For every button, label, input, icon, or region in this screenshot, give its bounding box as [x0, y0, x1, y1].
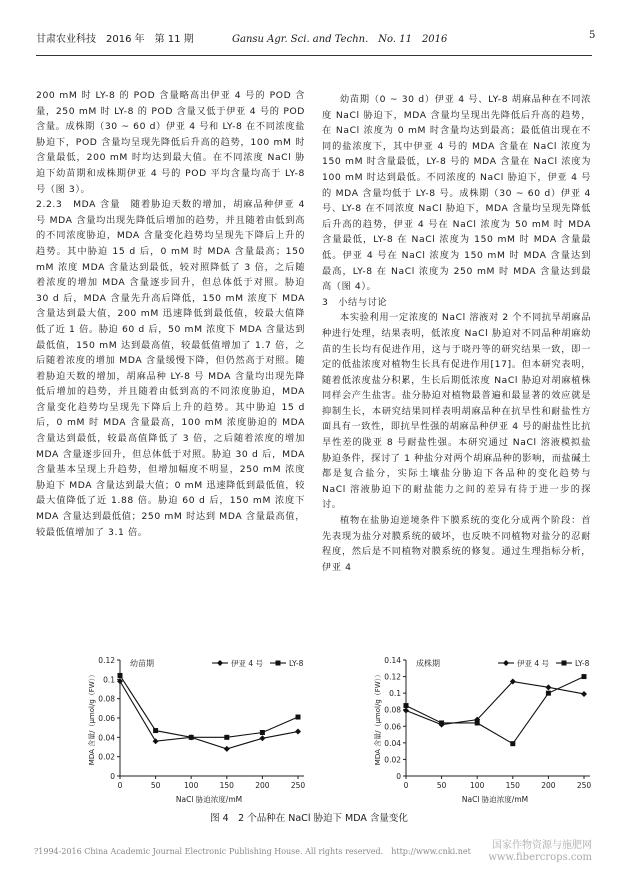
y-tick-label: 0.04	[98, 733, 115, 743]
legend-marker	[503, 660, 509, 666]
y-tick-label: 0.12	[98, 656, 115, 665]
y-tick-label: 0	[396, 772, 401, 781]
data-point	[118, 673, 123, 678]
data-point	[404, 703, 409, 708]
series-line	[120, 681, 298, 749]
data-point	[296, 715, 301, 720]
journal-name: 甘肃农业科技 2016 年 第 11 期	[36, 34, 194, 45]
copyright-line: ?1994-2016 China Academic Journal Electronic Publishing House. All rights reserved. http://www.cnki.net	[34, 847, 471, 856]
panel-title: 成株期	[416, 659, 440, 668]
x-tick-label: 50	[436, 781, 447, 790]
right-column	[322, 92, 591, 575]
x-axis-label: NaCl 胁迫浓度/mM	[175, 795, 243, 804]
series-line	[120, 675, 298, 737]
x-tick-label: 250	[290, 781, 306, 790]
page-number: 5	[589, 30, 596, 41]
data-point	[224, 746, 230, 752]
watermark	[488, 840, 592, 864]
panel-title: 幼苗期	[130, 659, 154, 668]
chart-svg	[36, 648, 316, 808]
y-tick-label: 0.08	[98, 694, 115, 704]
paragraph: 植物在盐胁迫逆境条件下膜系统的变化分成两个阶段：首先表现为盐分对膜系统的破坏，也反映不同植物对盐分的忍耐程度，然后是不同植物对膜系统的修复。通过生理指标分析，伊亚 4	[322, 515, 591, 573]
data-point	[189, 735, 194, 740]
y-tick-label: 0.02	[98, 752, 115, 762]
data-point	[582, 674, 587, 679]
data-point	[403, 708, 409, 714]
x-tick-label: 0	[403, 781, 409, 790]
section-heading: 3 小结与讨论	[322, 296, 388, 308]
watermark-text: 国家作物资源与施肥网	[492, 840, 592, 851]
data-point	[259, 735, 265, 741]
journal-name-en: Gansu Agr. Sci. and Techn. No. 11 2016	[232, 34, 448, 45]
paragraph: 2.2.3 MDA 含量 随着胁迫天数的增加，胡麻品种伊亚 4 号 MDA 含量均出现先降低后增加的趋势，并且随着由低到高的不同浓度胁迫，MDA 含量变化趋势均呈现先下降后上升的趋势。其中胁迫 15 d 后，0 mM 时 MDA 含量最高；150 mM 浓度 MDA 含量达到最低，较对照降低了 3 倍，之后随着浓度的增加 MDA 含量逐步回升，但总体低于对照。胁迫 30 d 后，MDA 含量先升高后降低，150 mM 浓度下 MDA 含量达到最大值，200 mM 迅速降低到最低值，较最大值降低了近 1 倍。胁迫 60 d 后，50 mM 浓度下 MDA 含量达到最低值，150 mM 达到最高值，较最低值增加了 1.7 倍，之后随着浓度的增加 MDA 含量缓慢下降，但仍然高于对照。随着胁迫天数的增加，胡麻品种 LY-8 号 MDA 含量均出现先降低后增加的趋势，并且随着由低到高的不同浓度胁迫，MDA 含量变化趋势均呈现先下降后上升的趋势。其中胁迫 15 d 后，0 mM 时 MDA 含量最高，100 mM 浓度胁迫的 MDA 含量达到最低，较最高值降低了 3 倍，之后随着浓度的增加 MDA 含量逐步回升，但总体低于对照。胁迫 30 d 后，MDA 含量基本呈现上升趋势，但增加幅度不明显，250 mM 浓度胁迫下 MDA 含量达到最大值；0 mM 迅速降低到最低值，较最大值降低了近 1.88 倍。胁迫 60 d 后，150 mM 浓度下 MDA 含量达到最低值；250 mM 时达到 MDA 含量最高值，较最低值增加了 3.1 倍。	[36, 199, 305, 538]
x-tick-label: 200	[541, 781, 556, 790]
legend-label: 伊亚 4 号	[231, 659, 264, 668]
watermark-url: www.fibercrops.com	[488, 852, 592, 863]
y-tick-label: 0.06	[98, 714, 115, 723]
y-axis-label: MDA 含量/（μmol/g（FW））	[88, 670, 96, 766]
data-point	[224, 735, 229, 740]
paragraph: 幼苗期（0 ~ 30 d）伊亚 4 号、LY-8 胡麻品种在不同浓度 NaCl 胁迫下，MDA 含量均呈现出先降低后升高的趋势，在 NaCl 浓度为 0 mM 时含量均达到最高；最低值出现在不同的盐浓度下，其中伊亚 4 号的 MDA 含量在 NaCl 浓度为 150 mM 时含量最低，LY-8 号的 MDA 含量在 NaCl 浓度为 100 mM 时达到最低。不同浓度的 NaCl 胁迫下，伊亚 4 号的 MDA 含量均低于 LY-8 号。成株期（30 ~ 60 d）伊亚 4 号、LY-8 在不同浓度 NaCl 胁迫下，MDA 含量均呈现先降低后升高的趋势，伊亚 4 号在 NaCl 浓度为 50 mM 时 MDA 含量最低，LY-8 在 NaCl 浓度为 150 mM 时 MDA 含量最低。伊亚 4 号在 NaCl 浓度为 150 mM 时 MDA 含量达到最高，LY-8 在 NaCl 浓度为 250 mM 时 MDA 含量达到最高（图 4）。	[322, 94, 591, 293]
legend-marker	[562, 661, 567, 666]
y-tick-label: 0.08	[384, 705, 401, 715]
chart-svg	[322, 648, 602, 808]
data-point	[475, 720, 480, 725]
data-point	[153, 728, 158, 733]
x-tick-label: 150	[505, 781, 520, 790]
y-tick-label: 0.12	[384, 672, 401, 682]
chart-seedling	[36, 648, 316, 808]
data-point	[581, 691, 587, 697]
paragraph: 200 mM 时 LY-8 的 POD 含量略高出伊亚 4 号的 POD 含量，250 mM 时 LY-8 的 POD 含量又低于伊亚 4 号的 POD 含量。成株期（30 ~ 60 d）伊亚 4 号和 LY-8 在不同浓度盐胁迫下，POD 含量均呈现先降低后升高的趋势，100 mM 时含量最低，200 mM 时均达到最大值。在不同浓度 NaCl 胁迫下幼苗期和成株期伊亚 4 号的 POD 平均含量均高于 LY-8 号（图 3）。	[36, 90, 305, 195]
left-column	[36, 88, 305, 540]
series-line	[406, 677, 584, 744]
footer	[34, 840, 594, 863]
y-tick-label: 0	[110, 772, 115, 781]
running-header	[0, 30, 618, 46]
data-point	[545, 684, 551, 690]
legend-label: LY-8	[575, 659, 590, 668]
x-tick-label: 100	[470, 781, 485, 790]
data-point	[439, 720, 444, 725]
x-tick-label: 100	[184, 781, 199, 790]
x-tick-label: 250	[576, 781, 592, 790]
y-tick-label: 0.14	[384, 656, 401, 665]
x-tick-label: 200	[255, 781, 270, 790]
paragraph: 本实验利用一定浓度的 NaCl 溶液对 2 个不同抗旱胡麻品种进行处理，结果表明，低浓度 NaCl 胁迫对不同品种胡麻幼苗的生长均有促进作用，这与于晓丹等的研究结果一致，即一定的低盐浓度对植物生长具有促进作用[17]。但本研究表明，随着低浓度盐分积累，生长后期低浓度 NaCl 胁迫对胡麻植株同样会产生盐害。盐分胁迫对植物最普遍和最显著的效应就是抑制生长，本研究结果同样表明胡麻品种在抗旱性和耐盐性方面具有一致性，即抗旱性强的胡麻品种伊亚 4 号的耐盐性比抗旱性差的陇亚 8 号耐盐性强。本研究通过 NaCl 溶液模拟盐胁迫条件，探讨了 1 种盐分对两个胡麻品种的影响，而盐碱土都是复合盐分，实际土壤盐分胁迫下各品种的变化趋势与 NaCl 溶液胁迫下的耐盐能力之间的差异有待于进一步的探讨。	[322, 312, 591, 511]
y-axis-label: MDA 含量/（μmol/g（FW））	[374, 670, 382, 766]
y-tick-label: 0.06	[384, 722, 401, 732]
x-axis-label: NaCl 胁迫浓度/mM	[461, 795, 529, 804]
chart-mature	[322, 648, 602, 808]
data-point	[546, 691, 551, 696]
data-point	[153, 738, 159, 744]
y-tick-label: 0.1	[389, 689, 401, 699]
legend-marker	[217, 660, 223, 666]
x-tick-label: 50	[150, 781, 161, 790]
legend-label: 伊亚 4 号	[517, 659, 550, 668]
data-point	[510, 741, 515, 746]
y-tick-label: 0.04	[384, 738, 401, 748]
header-rule	[36, 55, 592, 56]
data-point	[295, 729, 301, 735]
legend-marker	[276, 661, 281, 666]
data-point	[260, 730, 265, 735]
legend-label: LY-8	[289, 659, 304, 668]
figure-caption: 图 4 2 个品种在 NaCl 胁迫下 MDA 含量变化	[210, 813, 408, 824]
x-tick-label: 150	[219, 781, 234, 790]
y-tick-label: 0.02	[384, 755, 401, 765]
y-tick-label: 0.1	[103, 675, 115, 685]
x-tick-label: 0	[117, 781, 123, 790]
